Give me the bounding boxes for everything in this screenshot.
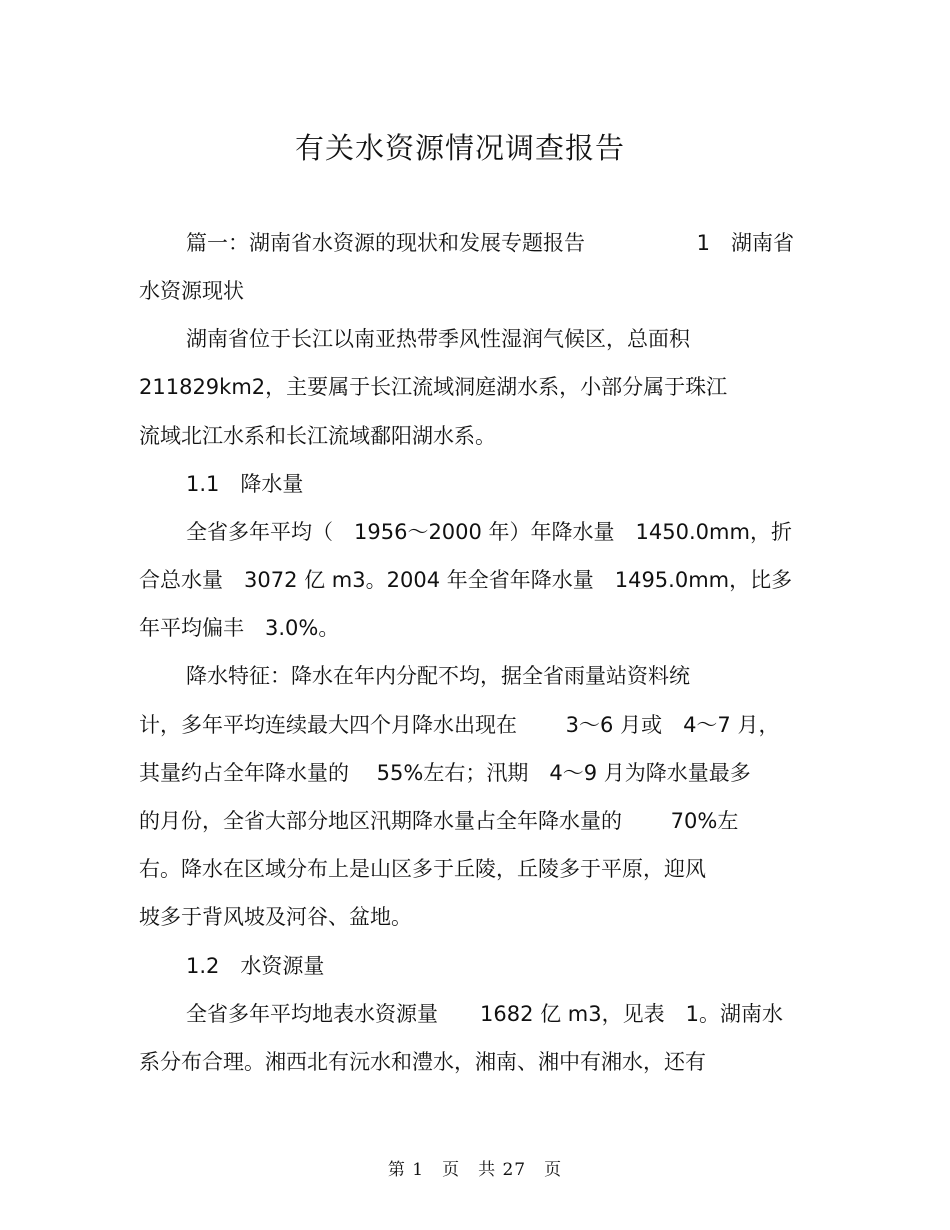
text-line: 坡多于背风坡及河谷、盆地。 (139, 905, 412, 929)
text-line: 系分布合理。湘西北有沅水和澧水，湘南、湘中有湘水，还有 (139, 1050, 706, 1074)
text-line: 篇一：湖南省水资源的现状和发展专题报告 1 湖南省 (186, 231, 795, 255)
text-line: 计，多年平均连续最大四个月降水出现在 3～6 月或 4～7 月， (139, 713, 780, 737)
text-line: 水资源现状 (139, 279, 244, 303)
text-line: 年平均偏丰 3.0%。 (139, 616, 340, 640)
text-line: 合总水量 3072 亿 m3。2004 年全省年降水量 1495.0mm，比多 (139, 568, 793, 592)
page-footer: 第 1 页 共 27 页 (387, 1160, 563, 1180)
text-line: 211829km2，主要属于长江流域洞庭湖水系，小部分属于珠江 (139, 375, 728, 399)
text-line: 湖南省位于长江以南亚热带季风性湿润气候区，总面积 (186, 327, 690, 351)
text-line: 其量约占全年降水量的 55%左右；汛期 4～9 月为降水量最多 (139, 761, 751, 785)
document-title: 有关水资源情况调查报告 (294, 131, 625, 165)
text-line: 流域北江水系和长江流域鄱阳湖水系。 (139, 424, 496, 448)
section-heading: 1.1 降水量 (186, 472, 304, 496)
text-line: 的月份，全省大部分地区汛期降水量占全年降水量的 70%左 (139, 809, 739, 833)
section-heading: 1.2 水资源量 (186, 954, 325, 978)
text-line: 全省多年平均（ 1956～2000 年）年降水量 1450.0mm，折 (186, 520, 792, 544)
text-line: 全省多年平均地表水资源量 1682 亿 m3，见表 1。湖南水 (186, 1002, 783, 1026)
text-line: 右。降水在区域分布上是山区多于丘陵，丘陵多于平原，迎风 (139, 857, 706, 881)
text-line: 降水特征：降水在年内分配不均，据全省雨量站资料统 (186, 664, 690, 688)
